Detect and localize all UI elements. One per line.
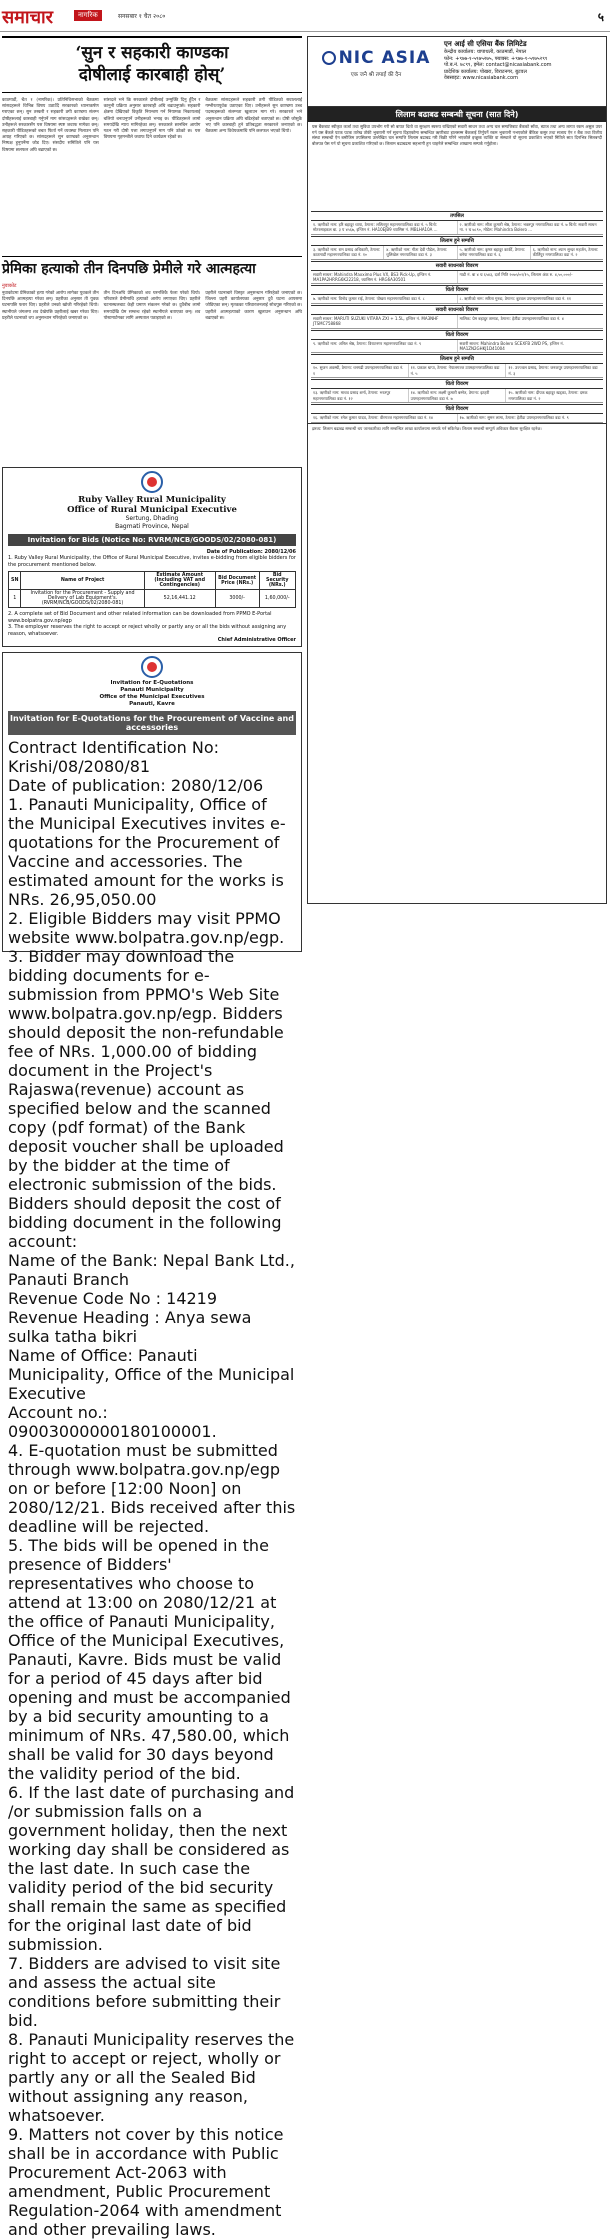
auction-cell: ९. ऋणीको नाम: अनिल श्रेष्ठ, ठेगाना: विराटनगर महानगरपालिका वडा नं. ९ xyxy=(311,340,458,353)
story1-col2: सांसदले भने कि सरकारले दोषीलाई उन्मुक्ति दिनु हुँदैन र कानुनी प्रक्रिया अनुसार कारबाही अघि बढाउनुपर्छ। सहकारी क्षेत्रमा देखिएको विकृति नियन्त्रण गर्न नियामक निकायलाई बलियो बनाउनुपर्ने उनीहरूको भनाइ छ। पीडितहरूले लामो समयदेखि न्याय मागिरहेका छन्। सरकारले छानबिन आयोग गठन गरी दोषी पत्ता लगाउनुपर्ने माग पनि उठेको छ। यस विषयमा गृहमन्त्रीले जवाफ दिने कार्यक्रम रहेको छ। xyxy=(103,98,201,141)
masthead xyxy=(0,0,610,32)
notice2-item: Account no.: 09003000000180100001. xyxy=(8,1403,217,1441)
notice1-item1: 1. Ruby Valley Rural Municipality, the Office of Rural Municipal Executive, invites e-bidding from eligible bidders for the procurement mentioned below. xyxy=(8,555,296,568)
notice2-org-line2: Panauti Municipality xyxy=(120,687,184,693)
bid-table-cell: 1 xyxy=(9,590,21,608)
bid-table-header: SN xyxy=(9,572,21,590)
story2-col2: तीन दिनअघि प्रेमिकाको शव घरनजिकै फेला परेको थियो। परिवारले प्रेमीमाथि हत्याको आरोप लगाएका थिए। प्रहरीले घटनास्थलबाट केही प्रमाण संकलन गरेको छ। दुवैबीच लामो समयदेखि प्रेम सम्बन्ध रहेको स्थानीयले बताएका छन्। शव पोस्टमार्टमका लागि अस्पताल पठाइएको छ। xyxy=(103,291,201,321)
notice2-item: Revenue Heading : Anya sewa sulka tatha bikri xyxy=(8,1308,252,1346)
notice1-org-line1: Ruby Valley Rural Municipality xyxy=(78,495,226,505)
bid-table-cell: 3000/- xyxy=(215,590,259,608)
story2-col1: नुवाकोटमा प्रेमिकाको हत्या गरेको आरोप लागेका युवकले तीन दिनपछि आत्महत्या गरेका छन्। प्रहरीका अनुसार ती युवक घटनापछि फरार थिए। प्रहरीले उनको खोजी गरिरहेको थियो। स्थानीयले जंगलमा शव देखेपछि प्रहरीलाई खबर गरेका थिए। प्रहरीले घटनाको थप अनुसन्धान गरिरहेको जनाएको छ। xyxy=(2,291,99,321)
bid-table-header: Estimate Amount (Including VAT and Contingencies) xyxy=(144,572,215,590)
notice2-pub-date: Date of publication: 2080/12/06 xyxy=(8,776,264,795)
notice1-signature: Chief Administrative Officer xyxy=(217,637,296,643)
auction-row xyxy=(311,340,603,354)
newspaper-logo: समाचार xyxy=(2,7,54,28)
auction-section-head: सवारी साधनको विवरण xyxy=(311,261,603,271)
auction-cell: ३. ऋणीको नाम: राम प्रसाद अधिकारी, ठेगाना: काठमाडौं महानगरपालिका वडा नं. १० xyxy=(311,246,384,259)
auction-cell: १७. ऋणीको नाम: सुमन लामा, ठेगाना: हेटौंडा उपमहानगरपालिका वडा नं. ९ xyxy=(459,415,569,421)
nic-company-name: एन आई सी एसिया बैंक लिमिटेड xyxy=(444,40,527,48)
nic-asia-logo: NIC ASIA xyxy=(312,48,440,68)
story2-body xyxy=(2,291,302,461)
notice2-item: 7. Bidders are advised to visit site and assess the actual site conditions before submitting their bid. xyxy=(8,1954,281,2030)
auction-cell: १५. ऋणीको नाम: दीपक बहादुर खड्का, ठेगाना: दमक नगरपालिका वडा नं. २ xyxy=(508,390,588,401)
story1-headline-box xyxy=(2,36,302,93)
notice2-item: Revenue Code No : 14219 xyxy=(8,1289,218,1308)
auction-row xyxy=(311,295,603,303)
auction-cell: १. ऋणीको नाम: हरि बहादुर थापा, ठेगाना: ललितपुर महानगरपालिका वडा नं. ५ धितो: मोटरसाइकल बा. ३ प ४५६७, इन्जिन नं. HA10EJB9 च्यासिस नं. MBLHA10A ... xyxy=(311,221,458,234)
story2-col3: प्रहरीले घटनाबारे विस्तृत अनुसन्धान गरिरहेको जनाएको छ। जिल्ला प्रहरी कार्यालयका अनुसार दुवै घटना आपसमा जोडिएका छन्। मृतकका परिवारजनलाई सोधपुछ गरिएको छ। प्रहरीले आत्महत्याको कारण खुलाउन अनुसन्धान अघि बढाएको छ। xyxy=(205,291,303,321)
notice2-item: 8. Panauti Municipality reserves the right to accept or reject, wholly or partly any or all the Sealed Bid without assigning any reason, whatsoever. xyxy=(8,2030,295,2125)
auction-cell: ४. ऋणीको नाम: गीता देवी पौडेल, ठेगाना: धुलिखेल नगरपालिका वडा नं. ३ xyxy=(384,246,457,259)
auction-row xyxy=(311,271,603,285)
notice1-item3: 3. The employer reserves the right to accept or reject wholly or partly any or all the bids without assigning any reason, whatsoever. xyxy=(8,624,287,637)
auction-intro: यस बैंकबाट स्वीकृत कर्जा तथा सुविधा उपभोग गरी सो बापत धितो वा सुरक्षण स्वरूप राखिएको सवारी साधन तथा अन्य चल सम्पत्तिबाट बैंकको साँवा, ब्याज तथा अन्य लागत रकम असुल उपर गर्न यस बैंकले पटक पटक तारेख तोकी भुक्तानी गर्न सूचना दिइएकोमा सम्बन्धित ऋणीबाट हालसम्म बैंकलाई तिर्नुपर्ने रकम भुक्तानी नभएकोले बैंकिङ कसुर तथा सजाय ऐन र बैंक तथा वित्तीय संस्था सम्बन्धी ऐन बमोजिम तपसिलमा उल्लेखित चल सम्पत्ति लिलाम बढाबढ गरी बिक्री गरिने भएकोले इच्छुक व्यक्ति वा संस्थाले यो सूचना प्रकाशित भएको मितिले सात दिनभित्र सिलबन्दी बोलपत्र पेस गर्न यो सूचना प्रकाशित गरिएको छ। लिलाम बढाबढमा सहभागी हुन चाहनेले सम्बन्धित शाखामा सम्पर्क गर्नुहोला। xyxy=(312,124,602,146)
notice2-item: 5. The bids will be opened in the presence of Bidders' representatives who choose to attend at 13:00 on 2080/12/21 at the office of Panauti Municipality, Office of the Municipal Executives, Panauti, Kavre. Bids must be valid for a period of 45 days after bid opening and must be accompanied by a bid security amounting to a minimum of NRs. 47,580.00, which shall be valid for 30 days beyond the validity period of the bid. xyxy=(8,1536,291,1783)
notice2-item: 2. Eligible Bidders may visit PPMO website www.bolpatra.gov.np/egp. xyxy=(8,909,285,947)
story1-headline-line2: दोषीलाई कारबाही होस्’ xyxy=(78,65,226,85)
notice2-item: 6. If the last date of purchasing and /or submission falls on a government holiday, then the next working day shall be considered as the last date. In such case the validity period of the bid security shall remain the same as specified for the original last date of bid submission. xyxy=(8,1783,295,1954)
notice2-location: Panauti, Kavre xyxy=(129,701,175,707)
notice1-bid-table xyxy=(8,571,296,608)
story1-body xyxy=(2,98,302,250)
notice2-item: 9. Matters not cover by this notice shall be in accordance with Public Procurement Act-2063 with amendment, Public Procurement Regulation-2064 with amendment and other prevailing laws. xyxy=(8,2125,284,2239)
notice1-province: Bagmati Province, Nepal xyxy=(115,523,189,530)
nic-tagline: एक जनै श्री तपाईं की दैन xyxy=(350,72,402,78)
edition-badge: नागरिक xyxy=(74,10,102,21)
auction-cell: १६. ऋणीको नाम: रमेश कुमार यादव, ठेगाना: वीरगञ्ज महानगरपालिका वडा नं. १४ xyxy=(311,414,458,421)
auction-footer-note: द्रष्टव्य: लिलाम बढाबढ सम्बन्धी थप जानकारीका लागि सम्बन्धित शाखा कार्यालयमा सम्पर्क गर्न सकिनेछ। लिलाम सम्बन्धी सम्पूर्ण अधिकार बैंकमा सुरक्षित रहनेछ। xyxy=(308,423,606,433)
notice2-item: Name of the Bank: Nepal Bank Ltd., Panauti Branch xyxy=(8,1251,295,1289)
auction-section-head: लिलाम हुने सम्पत्ति xyxy=(311,354,603,364)
auction-cell: गाडी नं. बा ४ च ६५४३, दर्ता मिति २०७५/०२/१५, लिलाम अंक रु. ४,५०,०००/- xyxy=(459,271,573,277)
notice2-org-line1: Invitation for E-Quotations xyxy=(110,680,194,686)
story2-byline: नुवाकोट xyxy=(2,283,17,289)
issue-date: सनसबार १ चैत २०८० xyxy=(118,13,166,20)
nic-address-line: फोन: +९७७-१-५९७५२७५, फ्याक्स: +९७७-१-५९७५२९९ xyxy=(444,55,548,62)
auction-section-head: धितो विवरण xyxy=(311,285,603,295)
nic-address-block xyxy=(440,40,602,103)
auction-cell: ५. ऋणीको नाम: कृष्ण बहादुर कार्की, ठेगाना: बनेपा नगरपालिका वडा नं. ६ xyxy=(458,246,531,259)
notice2-item: Name of Office: Panauti Municipality, Office of the Municipal Executive xyxy=(8,1346,295,1403)
notice2-org-line3: Office of the Municipal Executives xyxy=(99,694,205,700)
ruby-valley-bid-notice xyxy=(2,467,302,647)
nic-address-line: प्रादेशिक कार्यालय: पोखरा, विराटनगर, बुटवल xyxy=(444,68,527,75)
auction-cell: १०. सुजन अवस्थी, ठेगाना: धनगढी उपमहानगरपालिका वडा नं. १ xyxy=(311,364,409,377)
notice2-items xyxy=(8,795,296,2239)
bid-table-header: Bid Document Price (NRs.) xyxy=(215,572,259,590)
nic-address-line: केन्द्रीय कार्यालय: थापाथली, काठमाडौं, नेपाल xyxy=(444,49,527,55)
notice2-item: 4. E-quotation must be submitted through www.bolpatra.gov.np/egp on or before [12:00 Noon] on 2080/12/21. Bids received after this deadline will be rejected. xyxy=(8,1441,296,1536)
bid-table-cell: 52,16,441.12 xyxy=(144,590,215,608)
notice1-title: Invitation for Bids (Notice No: RVRM/NCB/GOODS/02/2080-081) xyxy=(8,534,296,546)
auction-cell: सवारी साधन: Mahindra Maxximo Plus VX, BS3 Pick-Up, इन्जिन नं. MA1PA2HRRG6K22218, च्यासिस नं. HRG6A30501 xyxy=(311,271,458,284)
auction-row xyxy=(311,246,603,260)
notice1-item2: 2. A complete set of Bid Document and other related information can be downloaded from PPMO E-Portal www.bolpatra.gov.np/egp xyxy=(8,611,272,624)
notice1-org-line2: Office of Rural Municipal Executive xyxy=(67,505,237,515)
nic-logo-block xyxy=(312,40,440,103)
nepal-emblem-icon xyxy=(141,471,163,493)
auction-cell: ७. ऋणीको नाम: विनोद कुमार राई, ठेगाना: पोखरा महानगरपालिका वडा नं. ८ xyxy=(311,295,458,302)
auction-row xyxy=(311,221,603,235)
story1-col1: काठमाडौं, चैत १ (नागरिक)। प्रतिनिधिसभाको बैठकमा सांसदहरूले विभिन्न विषय उठाउँदै सरकारको ध्यानाकर्षण गराएका छन्। सुन तस्करी र सहकारी ठगी काण्डमा संलग्न दोषीहरूलाई कारबाही गर्नुपर्ने माग सांसदहरूले राखेका छन्। उनीहरूले सरकारसँग यस विषयमा स्पष्ट जवाफ मागेका छन्। सहकारी पीडितहरूको बचत फिर्ता गर्ने व्यवस्था मिलाउन पनि आग्रह गरिएको छ। सांसदहरूले सुन काण्डको अनुसन्धान निष्पक्ष हुनुपर्नेमा जोड दिए। संसदीय समितिले पनि यस विषयमा छलफल अघि बढाएको छ। xyxy=(2,98,99,153)
auction-cell: ६. ऋणीको नाम: श्याम सुन्दर महर्जन, ठेगाना: कीर्तिपुर नगरपालिका वडा नं. २ xyxy=(532,246,599,258)
nic-asia-auction-notice xyxy=(307,36,607,904)
auction-section-head: धितो विवरण xyxy=(311,404,603,414)
auction-cell: मालिक: प्रेम बहादुर तामाङ, ठेगाना: हेटौंडा उपमहानगरपालिका वडा नं. ४ xyxy=(459,315,564,321)
auction-row xyxy=(311,414,603,422)
left-column xyxy=(2,36,303,2239)
notice1-pub-date: Date of Publication: 2080/12/06 xyxy=(206,549,296,555)
nic-address-line: पो.ब.नं. ७८९९, इमेल: contact@nicasiabank.com xyxy=(444,62,552,68)
bid-table-header-row xyxy=(9,572,296,590)
nic-header xyxy=(308,37,606,107)
auction-section-head: तपसिल xyxy=(311,211,603,221)
panauti-equotation-notice xyxy=(2,652,302,2239)
page-number: ५ xyxy=(597,10,604,24)
story1-col3: बैठकमा सांसदहरूले सहकारी ठगी पीडितको सवाललाई गम्भीरतापूर्वक उठाएका थिए। उनीहरूले सुन काण्डमा उच्च पदस्थहरूको संलग्नता खुलाउन माग गरे। सरकारले भने अनुसन्धान प्रक्रिया अघि बढिरहेको बताएको छ। दोषी जोसुकै भए पनि कारबाही हुने प्रतिबद्धता सरकारले जनाएको छ। बैठकमा अन्य विधेयकमाथि पनि छलफल भएको थियो। xyxy=(205,98,303,135)
nic-logo-ring-icon xyxy=(322,51,336,65)
table-row xyxy=(9,590,296,608)
auction-cell: १४. ऋणीको नाम: लक्ष्मी कुमारी बस्नेत, ठेगाना: इटहरी उपमहानगरपालिका वडा नं. ७ xyxy=(409,389,507,402)
bid-table-header: Name of Project xyxy=(21,572,144,590)
story1-headline-line1: ‘सुन र सहकारी काण्डका xyxy=(75,43,229,63)
auction-section-head: सवारी साधनको विवरण xyxy=(311,305,603,315)
notice2-item: 1. Panauti Municipality, Office of the Municipal Executives invites e-quotations for the Procurement of Vaccine and accessories. The estimated amount for the works is NRs. 26,95,050.00 xyxy=(8,795,286,909)
auction-body xyxy=(308,211,606,423)
notice1-location: Sertung, Dhading xyxy=(125,515,179,522)
notice2-item: 3. Bidder may download the bidding documents for e-submission from PPMO's Web Site www.bolpatra.gov.np/egp. Bidders should deposit the non-refundable fee of NRs. 1,000.00 of bidding document in the Project's Rajaswa(revenue) account as specified below and the scanned copy (pdf format) of the Bank deposit voucher shall be uploaded by the bidder at the time of electronic submission of the bids. Bidders should deposit the cost of bidding document in the following account: xyxy=(8,947,284,1251)
auction-cell: ११. प्रकाश थापा, ठेगाना: नेपालगञ्ज उपमहानगरपालिका वडा नं. ५ xyxy=(409,364,507,377)
auction-section-head: धितो विवरण xyxy=(311,379,603,389)
auction-cell: सवारी साधन: Mahindra Bolero SCEXFB 2WD PS, इन्जिन नं. MA1ZN2GHKJ1D41004 xyxy=(459,340,564,352)
nic-address-line: वेबसाइट: www.nicasiabank.com xyxy=(444,75,518,81)
nepal-emblem-icon xyxy=(141,656,163,678)
bid-table-cell: Invitation for the Procurement - Supply and Delivery of Lab Equipment's. (RVRM/NCB/GOODS/02/2080-081) xyxy=(21,590,144,608)
bid-table-header: Bid Security (NRs.) xyxy=(259,572,296,590)
story2-headline: प्रेमिका हत्याको तीन दिनपछि प्रेमीले गरे आत्महत्या xyxy=(2,256,302,280)
notice2-contract-id: Contract Identification No: Krishi/08/2080/81 xyxy=(8,738,220,776)
auction-cell: २. ऋणीको नाम: सीता कुमारी श्रेष्ठ, ठेगाना: भक्तपुर नगरपालिका वडा नं. ७ धितो: सवारी साधन ना. २ च ७८९०, मोडेल: Mahindra Bolero ... xyxy=(459,222,597,233)
auction-title: लिलाम बढाबढ सम्बन्धी सूचना (सात दिने) xyxy=(308,107,606,122)
auction-row xyxy=(311,364,603,378)
auction-row xyxy=(311,315,603,329)
notice2-title: Invitation for E-Quotations for the Procurement of Vaccine and accessories xyxy=(8,711,296,735)
auction-section-head: धितो विवरण xyxy=(311,330,603,340)
auction-section-head: लिलाम हुने सम्पत्ति xyxy=(311,236,603,246)
auction-cell: १३. ऋणीको नाम: माधव प्रसाद शर्मा, ठेगाना: भरतपुर महानगरपालिका वडा नं. १२ xyxy=(311,389,409,402)
auction-row xyxy=(311,389,603,403)
bid-table-cell: 1,60,000/- xyxy=(259,590,296,608)
auction-cell: ८. ऋणीको नाम: सरिता गुरुङ, ठेगाना: बुटवल उपमहानगरपालिका वडा नं. ११ xyxy=(459,296,571,302)
auction-cell: सवारी साधन: MARUTI SUZUKI VITARA ZXI + 1.5L, इन्जिन नं. MA3NHF JTSMC758868 xyxy=(311,315,458,328)
auction-cell: १२. उज्ज्वल प्रसाद, ठेगाना: जनकपुर उपमहानगरपालिका वडा नं. ३ xyxy=(508,365,598,376)
